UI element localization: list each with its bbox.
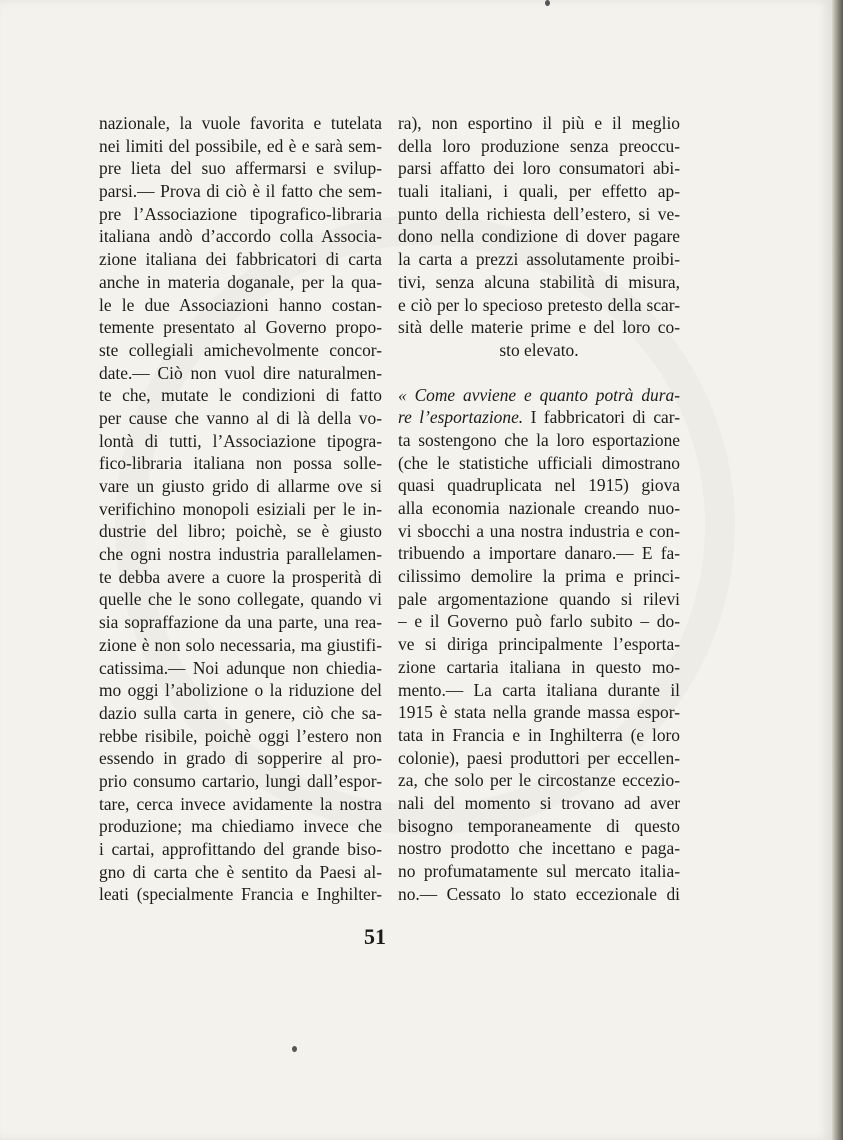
text-line: pale argomentazione quando si rilevi (398, 588, 680, 609)
text-line: zione italiana dei fabbricatori di carta (99, 249, 382, 270)
text-line: tivi, senza alcuna stabilità di misura, (398, 271, 680, 292)
text-line: ra), non esportino il più e il meglio (398, 113, 680, 133)
text-line: lontà di tutti, l’Associazione tipogra- (99, 430, 382, 451)
text-line: le le due Associazioni hanno costan- (99, 294, 382, 315)
left-text-column (99, 112, 382, 906)
text-line: per cause che vanno al di là della vo- (99, 407, 382, 428)
right-text-column (398, 112, 680, 905)
text-line: pre l’Associazione tipografico-libraria (99, 203, 382, 224)
text-line: dazio sulla carta in genere, ciò che sa- (99, 702, 382, 723)
text-line: colonie), paesi produttori per eccellen- (398, 747, 680, 768)
text-line: essendo in grado di sopperire al pro- (99, 748, 382, 769)
text-line: tare, cerca invece avidamente la nostra (99, 793, 382, 814)
text-line: ste collegiali amichevolmente concor- (99, 339, 382, 360)
text-line: – e il Governo può farlo subito – do- (398, 611, 680, 632)
text-line: pre lieta del suo affermarsi e svilup- (99, 158, 382, 179)
page-number: 51 (364, 924, 386, 949)
text-line: no profumatamente sul mercato italia- (398, 861, 680, 881)
text-line: tata in Francia e in Inghilterra (e loro (398, 724, 680, 745)
section-heading-line-2 (398, 406, 680, 429)
text-line: dustrie del libro; poichè, se è giusto (99, 521, 382, 542)
print-speck (292, 1046, 297, 1052)
text-line: vare un giusto grido di allarme ove si (99, 476, 382, 496)
text-line: nostro prodotto che incettano e paga- (398, 838, 680, 859)
text-line: gno di carta che è sentito da Paesi al- (99, 861, 382, 882)
text-line: zione cartaria italiana in questo mo- (398, 656, 680, 677)
text-line: la carta a prezzi assolutamente proibi- (398, 249, 680, 270)
text-line: tribuendo a importare danaro.— E fa- (398, 543, 680, 564)
text-line: ve si diriga principalmente l’esporta- (398, 634, 680, 655)
text-line: temente presentato al Governo propo- (99, 317, 382, 338)
text-line: cilissimo demolire la prima e princi- (398, 566, 680, 587)
text-line: mento.— La carta italiana durante il (398, 679, 680, 700)
text-line: zione è non solo necessaria, ma giustifi- (99, 634, 382, 655)
text-line: punto della richiesta dell’estero, si ve- (398, 203, 680, 224)
text-line: parsi affatto dei loro consumatori abi- (398, 158, 680, 179)
text-line: sità delle materie prime e del loro co- (398, 317, 680, 338)
text-line: mo oggi l’abolizione o la riduzione del (99, 680, 382, 701)
text-line: te debba avere a cuore la prosperità di (99, 566, 382, 587)
print-speck (545, 0, 550, 6)
section-heading-italic: re l’esportazione. (398, 407, 524, 428)
text-line: e ciò per lo specioso pretesto della scar- (398, 294, 680, 315)
paragraph-one (398, 112, 680, 339)
text-line: anche in materia doganale, per la qua- (99, 271, 382, 292)
text-line: leati (specialmente Francia e Inghilter- (99, 884, 382, 905)
paragraph-last-line: sto elevato. (499, 339, 579, 360)
text-line: bisogno temporaneamente di questo (398, 815, 680, 836)
text-line: te che, mutate le condizioni di fatto (99, 385, 382, 406)
text-line: ta sostengono che la loro esportazione (398, 429, 680, 450)
text-line: dono nella condizione di dover pagare (398, 226, 680, 247)
text-line: nazionale, la vuole favorita e tutelata (99, 113, 382, 133)
text-line: parsi.— Prova di ciò è il fatto che sem- (99, 181, 382, 202)
text-line: date.— Ciò non vuol dire naturalmen- (99, 362, 382, 383)
text-line: vi sbocchi a una nostra industria e con- (398, 520, 680, 541)
text-line: alla economia nazionale creando nuo- (398, 498, 680, 518)
text-line: prio consumo cartario, lungi dall’espor- (99, 770, 382, 791)
text-line: verifichino monopoli esiziali per le in- (99, 498, 382, 519)
section-heading-line: « Come avviene e quanto potrà dura- (398, 384, 680, 405)
page-edge (832, 0, 843, 1140)
text-line: che ogni nostra industria parallelamen- (99, 544, 382, 565)
text-line: nali del momento si trovano ad aver (398, 792, 680, 813)
text-line: catissima.— Noi adunque non chiedia- (99, 657, 382, 678)
section-text: I fabbricatori di car- (523, 407, 680, 428)
text-line: 1915 è stata nella grande massa espor- (398, 702, 680, 723)
text-line: quasi quadruplicata nel 1915) giova (398, 475, 680, 496)
text-line: (che le statistiche ufficiali dimostrano (398, 452, 680, 473)
text-line: della loro produzione senza preoccu- (398, 135, 680, 156)
text-line: tuali italiani, i quali, per effetto ap- (398, 181, 680, 202)
text-line: nei limiti del possibile, ed è e sarà sem- (99, 135, 382, 156)
text-line: rebbe risibile, poichè oggi l’estero non (99, 725, 382, 746)
text-line: italiana andò d’accordo colla Associa- (99, 226, 382, 247)
text-line: produzione; ma chiediamo invece che (99, 816, 382, 837)
text-line: za, che solo per le circostanze eccezio- (398, 770, 680, 791)
text-line: quelle che le sono collegate, quando vi (99, 589, 382, 610)
text-line: no.— Cessato lo stato eccezionale di (398, 883, 680, 904)
text-line: sia sopraffazione da una parte, una rea- (99, 612, 382, 633)
text-line: fico-libraria italiana non possa solle- (99, 453, 382, 474)
text-line: i cartai, approfittando del grande biso- (99, 839, 382, 859)
paragraph-two (398, 429, 680, 905)
